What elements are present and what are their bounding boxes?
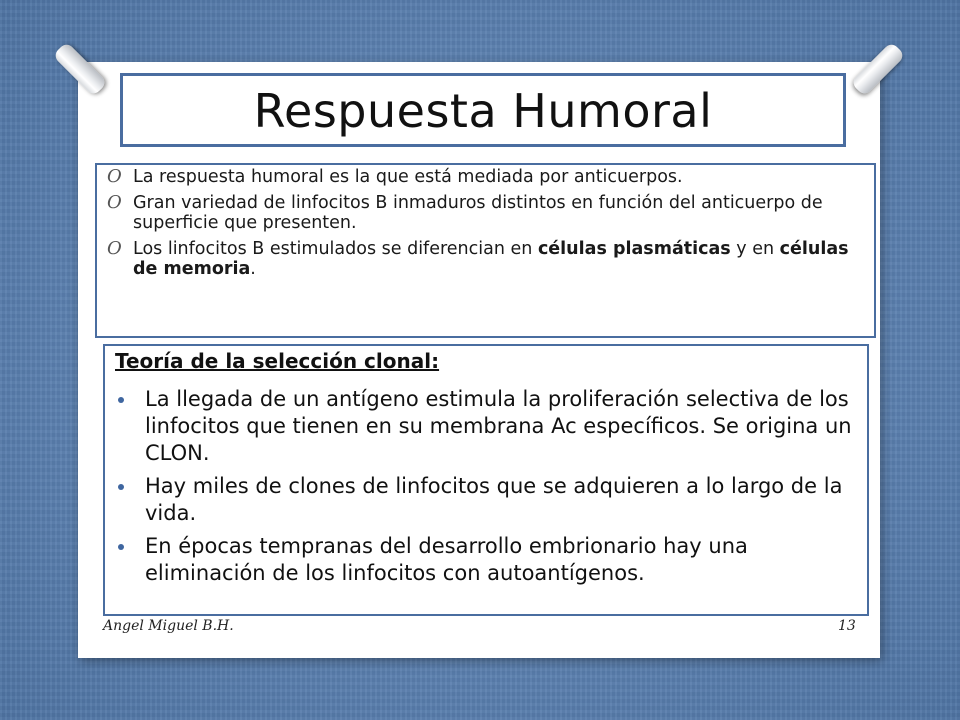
clonal-bullet-list xyxy=(115,386,855,593)
clonal-bullet-3 xyxy=(115,533,855,587)
bullet-dot-icon xyxy=(118,397,124,403)
clonal-selection-frame xyxy=(103,344,869,616)
intro-bullet-text: La respuesta humoral es la que está mediada por anticuerpos. xyxy=(133,167,683,187)
bold-term-plasma-cells: células plasmáticas xyxy=(537,239,731,259)
title-frame xyxy=(120,73,846,147)
bullet-marker-icon: O xyxy=(107,238,122,259)
intro-bullet-1 xyxy=(107,167,864,187)
bullet-dot-icon xyxy=(118,484,124,490)
bullet-marker-icon: O xyxy=(107,192,122,213)
bullet-marker-icon: O xyxy=(107,166,122,187)
footer-author: Angel Miguel B.H. xyxy=(103,618,234,634)
clonal-bullet-text: En épocas tempranas del desarrollo embrionario hay una eliminación de los linfocitos con autoantígenos. xyxy=(145,534,748,585)
clonal-selection-heading: Teoría de la selección clonal: xyxy=(115,349,440,373)
clonal-bullet-text: Hay miles de clones de linfocitos que se adquieren a lo largo de la vida. xyxy=(145,474,843,525)
intro-bullet-3 xyxy=(107,239,864,279)
intro-bullet-text: . xyxy=(250,259,256,279)
bold-term-memory-cells: células de memoria xyxy=(133,239,849,279)
intro-bullet-list xyxy=(107,167,864,285)
intro-bullet-text: Gran variedad de linfocitos B inmaduros distintos en función del anticuerpo de superficie que presenten. xyxy=(133,193,823,233)
clonal-bullet-2 xyxy=(115,473,855,527)
slide-number: 13 xyxy=(838,618,856,634)
clonal-bullet-text: La llegada de un antígeno estimula la proliferación selectiva de los linfocitos que tienen en su membrana Ac específicos. Se origina un CLON. xyxy=(145,387,852,465)
slide-title: Respuesta Humoral xyxy=(253,84,713,138)
intro-bullet-text: Los linfocitos B estimulados se diferencian en xyxy=(133,239,538,259)
intro-bullet-text: y en xyxy=(730,239,780,259)
bullet-dot-icon xyxy=(118,544,124,550)
intro-bullet-2 xyxy=(107,193,864,233)
intro-bullets-frame xyxy=(95,163,876,338)
clonal-bullet-1 xyxy=(115,386,855,467)
